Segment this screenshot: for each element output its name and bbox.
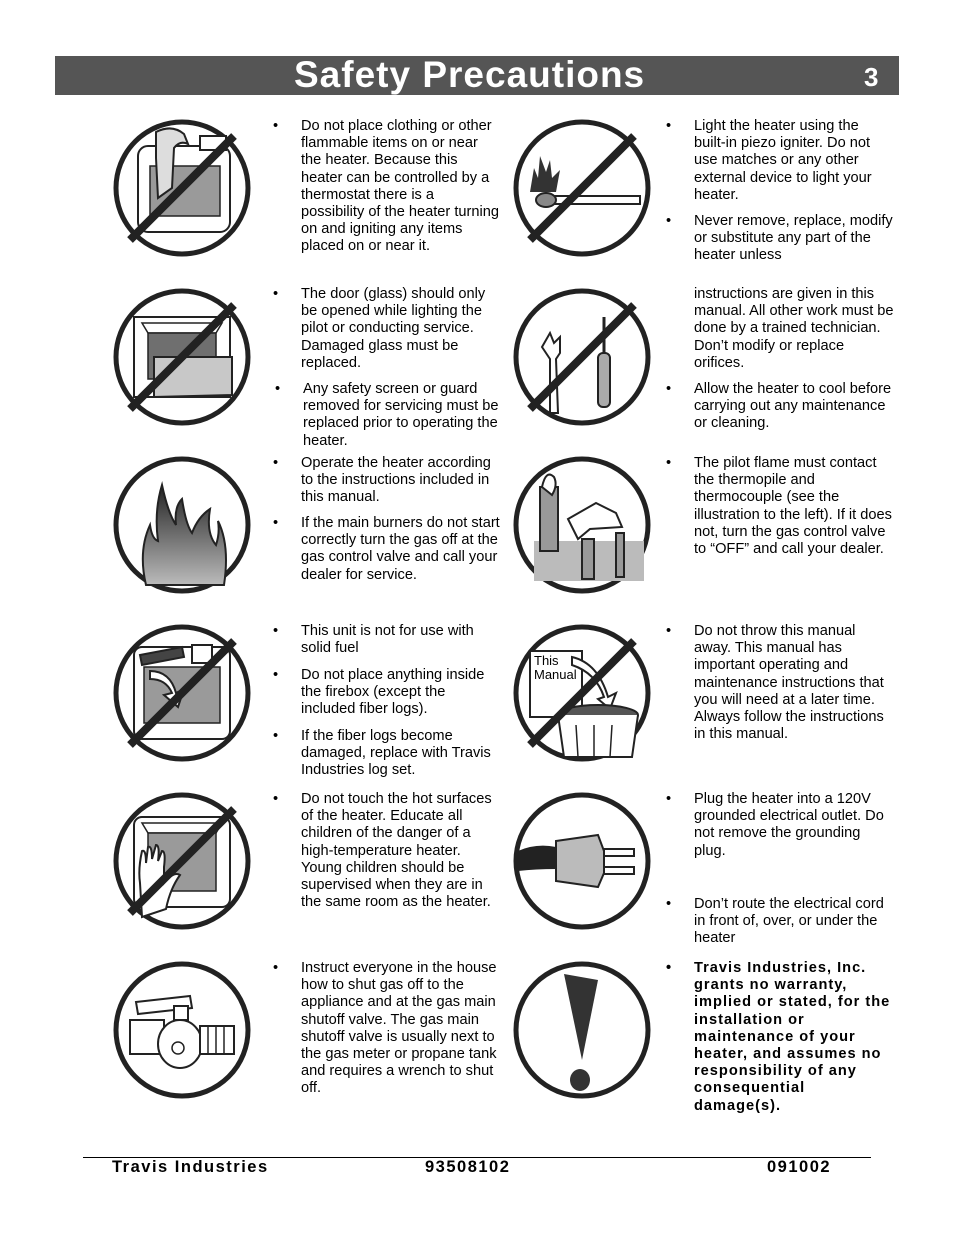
bullet: • xyxy=(273,791,279,807)
manual-in-trash-icon xyxy=(512,623,652,763)
bullet: • xyxy=(666,623,672,639)
safety-item-clothing: • Do not place clothing or other flammable items on or near the heater. Because this heater can be controlled by a thermostat there is a possibility of the heater turning on and igniting any items placed on or near it. xyxy=(273,118,499,255)
bullet: • xyxy=(666,960,673,976)
bullet: • xyxy=(666,896,672,912)
safety-item-solid-fuel: • This unit is not for use with solid fuel xyxy=(273,623,474,657)
gas-valve-icon xyxy=(112,960,252,1100)
flame-match-icon xyxy=(512,118,652,258)
page-title: Safety Precautions xyxy=(294,54,646,95)
safety-item-door-glass: • The door (glass) should only be opened while lighting the pilot or conducting service. Damaged glass must be replaced. xyxy=(273,286,486,371)
safety-item-never-modify-cont: instructions are given in this manual. All other work must be done by a trained technician. Don’t modify or replace orifices. xyxy=(694,286,894,371)
open-door-glass-icon xyxy=(112,287,252,427)
clothing-on-heater-icon xyxy=(112,118,252,258)
safety-item-warranty: • Travis Industries, Inc. grants no warranty, implied or stated, for the installation or maintenance of your heater, and assumes no responsibility of any consequential damage(s). xyxy=(666,960,891,1114)
exclamation-warning-icon xyxy=(512,960,652,1100)
bullet: • xyxy=(273,286,279,302)
bullet: • xyxy=(273,455,279,471)
flames-icon xyxy=(112,455,252,595)
thermopile-pilot-icon xyxy=(512,455,652,595)
bullet: • xyxy=(273,623,279,639)
safety-item-cool: • Allow the heater to cool before carrying out any maintenance or cleaning. xyxy=(666,381,892,432)
bullet: • xyxy=(275,381,281,397)
safety-item-piezo: • Light the heater using the built-in piezo igniter. Do not use matches or any other external device to light your heater. xyxy=(666,118,872,203)
safety-item-gas-shutoff: • Instruct everyone in the house how to shut gas off to the appliance and at the gas main shutoff valve. The gas main shutoff valve is usually next to the gas meter or propane tank and requires a wrench to shut off. xyxy=(273,960,497,1097)
page-number: 3 xyxy=(864,62,879,92)
bullet: • xyxy=(666,791,672,807)
footer-date: 091002 xyxy=(767,1158,832,1176)
safety-item-firebox: • Do not place anything inside the firebox (except the included fiber logs). xyxy=(273,667,485,718)
safety-item-burners: • If the main burners do not start correctly turn the gas off at the gas control valve and call your dealer for service. xyxy=(273,515,500,583)
safety-item-manual: • Do not throw this manual away. This manual has important operating and maintenance instructions that you will need at a later time. Always follow the instructions in this manual. xyxy=(666,623,884,743)
safety-item-operate: • Operate the heater according to the instructions included in this manual. xyxy=(273,455,491,506)
bullet: • xyxy=(273,515,279,531)
safety-item-fiber-logs: • If the fiber logs become damaged, replace with Travis Industries log set. xyxy=(273,728,491,779)
bullet: • xyxy=(273,667,279,683)
wrench-screwdriver-icon xyxy=(512,287,652,427)
safety-item-never-modify: • Never remove, replace, modify or substitute any part of the heater unless xyxy=(666,213,893,264)
bullet: • xyxy=(666,213,672,229)
safety-item-cord: • Don’t route the electrical cord in front of, over, or under the heater xyxy=(666,896,884,947)
solid-fuel-log-icon xyxy=(112,623,252,763)
bullet: • xyxy=(273,118,279,134)
bullet: • xyxy=(666,381,672,397)
bullet: • xyxy=(666,455,672,471)
footer-company: Travis Industries xyxy=(112,1158,269,1176)
manual-label-this: This xyxy=(534,653,559,668)
footer-doc-number: 93508102 xyxy=(425,1158,511,1176)
safety-item-safety-screen: • Any safety screen or guard removed for servicing must be replaced prior to operating the heater. xyxy=(275,381,499,449)
safety-item-hot-surfaces: • Do not touch the hot surfaces of the heater. Educate all children of the danger of a high-temperature heater. Young children should be supervised when they are in the same room as the heater. xyxy=(273,791,492,911)
bullet: • xyxy=(273,728,279,744)
safety-item-pilot-flame: • The pilot flame must contact the thermopile and thermocouple (see the illustration to the left). If it does not, turn the gas control valve to “OFF” and call your dealer. xyxy=(666,455,892,558)
hand-touching-glass-icon xyxy=(112,791,252,931)
bullet: • xyxy=(273,960,279,976)
manual-label-manual: Manual xyxy=(534,667,577,682)
electrical-plug-icon xyxy=(512,791,652,931)
bullet: • xyxy=(666,118,672,134)
safety-item-plug: • Plug the heater into a 120V grounded electrical outlet. Do not remove the grounding plug. xyxy=(666,791,884,859)
